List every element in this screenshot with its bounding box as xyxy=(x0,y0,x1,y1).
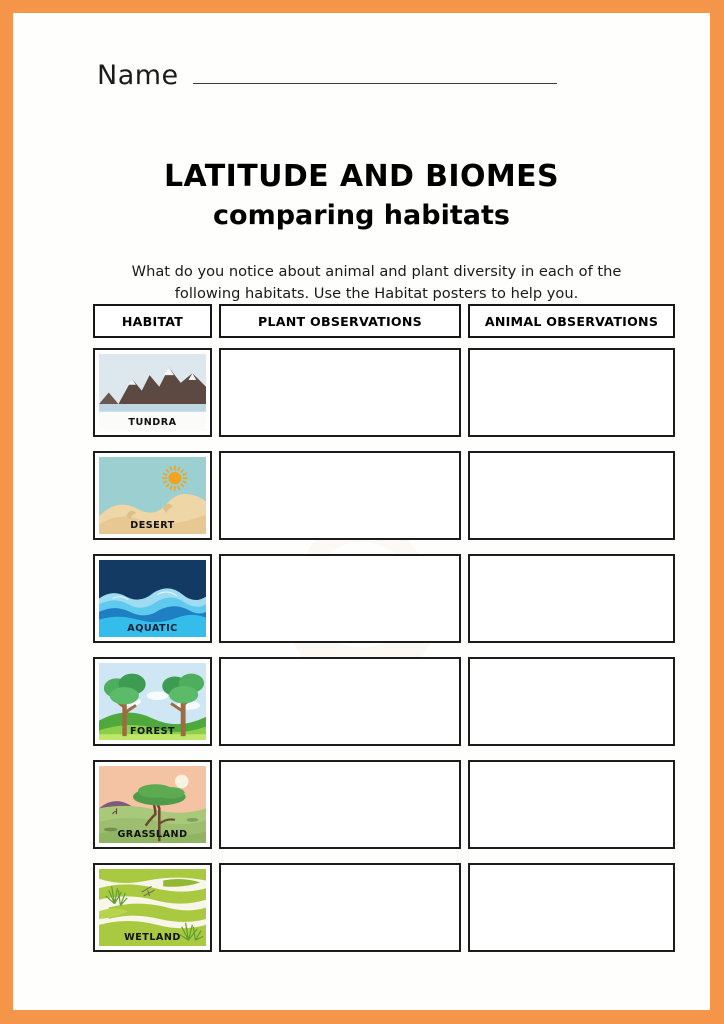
table-row xyxy=(93,657,668,746)
habitat-cell-forest xyxy=(93,657,212,746)
habitat-tile-aquatic xyxy=(93,554,212,643)
plant-answer-box[interactable] xyxy=(219,451,461,540)
habitat-label: DESERT xyxy=(130,520,175,531)
habitat-tile-grassland xyxy=(93,760,212,849)
habitat-tile-tundra xyxy=(93,348,212,437)
header-cell-animal xyxy=(468,304,675,338)
animal-answer-cell[interactable] xyxy=(468,348,675,437)
header-cell-plant xyxy=(219,304,461,338)
plant-answer-cell[interactable] xyxy=(219,451,461,540)
habitat-cell-tundra xyxy=(93,348,212,437)
page-subtitle: comparing habitats xyxy=(213,199,510,231)
header-cell-habitat xyxy=(93,304,212,338)
table-row xyxy=(93,348,668,437)
animal-answer-cell[interactable] xyxy=(468,760,675,849)
page-title: LATITUDE AND BIOMES xyxy=(163,159,560,194)
table-header-row xyxy=(93,304,668,338)
table-row xyxy=(93,760,668,849)
name-label: Name xyxy=(97,60,179,91)
habitat-cell-desert xyxy=(93,451,212,540)
plant-answer-cell[interactable] xyxy=(219,348,461,437)
name-field[interactable] xyxy=(97,60,557,100)
habitat-tile-forest xyxy=(93,657,212,746)
worksheet-sheet xyxy=(13,13,710,1010)
animal-answer-box[interactable] xyxy=(468,554,675,643)
plant-answer-box[interactable] xyxy=(219,554,461,643)
plant-answer-cell[interactable] xyxy=(219,554,461,643)
plant-answer-cell[interactable] xyxy=(219,760,461,849)
name-write-line[interactable] xyxy=(193,83,557,84)
instructions-text: What do you notice about animal and plant diversity in each of the following habitats. Use the Habitat posters to help you. xyxy=(131,263,622,303)
observation-table xyxy=(93,304,668,952)
plant-answer-box[interactable] xyxy=(219,348,461,437)
animal-answer-box[interactable] xyxy=(468,657,675,746)
animal-answer-box[interactable] xyxy=(468,451,675,540)
header-label-animal: ANIMAL OBSERVATIONS xyxy=(468,304,675,338)
header-label-habitat: HABITAT xyxy=(93,304,212,338)
habitat-label: WETLAND xyxy=(124,932,181,943)
animal-answer-cell[interactable] xyxy=(468,657,675,746)
habitat-tile-desert xyxy=(93,451,212,540)
habitat-cell-grassland xyxy=(93,760,212,849)
animal-answer-cell[interactable] xyxy=(468,863,675,952)
habitat-cell-aquatic xyxy=(93,554,212,643)
habitat-label: TUNDRA xyxy=(128,417,177,428)
plant-answer-cell[interactable] xyxy=(219,863,461,952)
habitat-label: FOREST xyxy=(129,726,176,737)
heading-block xyxy=(13,161,710,230)
plant-answer-cell[interactable] xyxy=(219,657,461,746)
table-row xyxy=(93,451,668,540)
habitat-cell-wetland xyxy=(93,863,212,952)
plant-answer-box[interactable] xyxy=(219,863,461,952)
table-row xyxy=(93,863,668,952)
animal-answer-cell[interactable] xyxy=(468,554,675,643)
animal-answer-box[interactable] xyxy=(468,760,675,849)
plant-answer-box[interactable] xyxy=(219,657,461,746)
animal-answer-cell[interactable] xyxy=(468,451,675,540)
habitat-tile-wetland xyxy=(93,863,212,952)
header-label-plant: PLANT OBSERVATIONS xyxy=(219,304,461,338)
animal-answer-box[interactable] xyxy=(468,863,675,952)
habitat-label: GRASSLAND xyxy=(117,829,188,840)
habitat-label: AQUATIC xyxy=(127,623,178,634)
table-row xyxy=(93,554,668,643)
animal-answer-box[interactable] xyxy=(468,348,675,437)
plant-answer-box[interactable] xyxy=(219,760,461,849)
